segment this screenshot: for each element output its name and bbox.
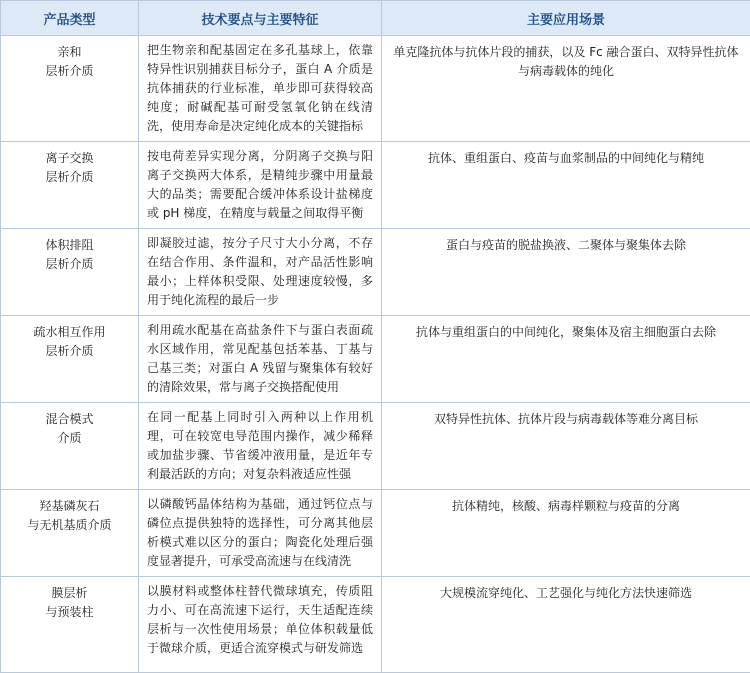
product-type-line: 混合模式 (7, 410, 132, 429)
application-cell: 蛋白与疫苗的脱盐换液、二聚体与聚集体去除 (382, 229, 750, 316)
product-type-cell (1, 403, 139, 490)
product-type-cell (1, 229, 139, 316)
header-application: 主要应用场景 (382, 1, 750, 36)
application-cell: 大规模流穿纯化、工艺强化与纯化方法快速筛选 (382, 577, 750, 673)
header-product-type: 产品类型 (1, 1, 139, 36)
tech-features-cell: 在同一配基上同时引入两种以上作用机理，可在较宽电导范围内操作，减少稀释或加盐步骤、节省缓冲液用量，是近年专利最活跃的方向；对复杂料液适应性强 (139, 403, 382, 490)
product-type-cell (1, 316, 139, 403)
tech-features-cell: 以膜材料或整体柱替代微球填充，传质阻力小、可在高流速下运行，天生适配连续层析与一次性使用场景；单位体积载量低于微球介质，更适合流穿模式与研发筛选 (139, 577, 382, 673)
table-row (1, 403, 750, 490)
product-type-line: 层析介质 (7, 342, 132, 361)
product-type-line: 层析介质 (7, 255, 132, 274)
product-type-line: 介质 (7, 429, 132, 448)
product-type-line: 层析介质 (7, 168, 132, 187)
product-type-line: 亲和 (7, 43, 132, 62)
product-type-cell (1, 36, 139, 142)
application-cell: 抗体精纯，核酸、病毒样颗粒与疫苗的分离 (382, 490, 750, 577)
table-row (1, 316, 750, 403)
tech-features-cell: 以磷酸钙晶体结构为基础，通过钙位点与磷位点提供独特的选择性，可分离其他层析模式难以区分的蛋白；陶瓷化处理后强度显著提升，可承受高流速与在线清洗 (139, 490, 382, 577)
tech-features-cell: 即凝胶过滤，按分子尺寸大小分离，不存在结合作用、条件温和，对产品活性影响最小；上样体积受限、处理速度较慢，多用于纯化流程的最后一步 (139, 229, 382, 316)
product-type-line: 层析介质 (7, 62, 132, 81)
tech-features-cell: 利用疏水配基在高盐条件下与蛋白表面疏水区域作用，常见配基包括苯基、丁基与己基三类；对蛋白 A 残留与聚集体有较好的清除效果，常与离子交换搭配使用 (139, 316, 382, 403)
application-cell: 抗体与重组蛋白的中间纯化，聚集体及宿主细胞蛋白去除 (382, 316, 750, 403)
tech-features-cell: 把生物亲和配基固定在多孔基球上，依靠特异性识别捕获目标分子，蛋白 A 介质是抗体捕获的行业标准，单步即可获得较高纯度；耐碱配基可耐受氢氧化钠在线清洗，使用寿命是决定纯化成本的关键指标 (139, 36, 382, 142)
product-type-line: 羟基磷灰石 (7, 497, 132, 516)
product-type-cell (1, 142, 139, 229)
product-type-line: 疏水相互作用 (7, 323, 132, 342)
table-row (1, 142, 750, 229)
product-type-cell (1, 577, 139, 673)
tech-features-cell: 按电荷差异实现分离，分阴离子交换与阳离子交换两大体系，是精纯步骤中用量最大的品类；需要配合缓冲体系设计盐梯度或 pH 梯度，在精度与载量之间取得平衡 (139, 142, 382, 229)
product-type-line: 膜层析 (7, 584, 132, 603)
table-row (1, 36, 750, 142)
product-type-line: 与无机基质介质 (7, 516, 132, 535)
table-row (1, 490, 750, 577)
header-row (1, 1, 750, 36)
product-type-line: 体积排阻 (7, 236, 132, 255)
product-type-line: 离子交换 (7, 149, 132, 168)
header-tech-features: 技术要点与主要特征 (139, 1, 382, 36)
product-type-cell (1, 490, 139, 577)
table-row (1, 229, 750, 316)
product-type-line: 与预装柱 (7, 603, 132, 622)
table-row (1, 577, 750, 673)
application-cell: 双特异性抗体、抗体片段与病毒载体等难分离目标 (382, 403, 750, 490)
application-cell: 单克隆抗体与抗体片段的捕获，以及 Fc 融合蛋白、双特异性抗体与病毒载体的纯化 (382, 36, 750, 142)
application-cell: 抗体、重组蛋白、疫苗与血浆制品的中间纯化与精纯 (382, 142, 750, 229)
